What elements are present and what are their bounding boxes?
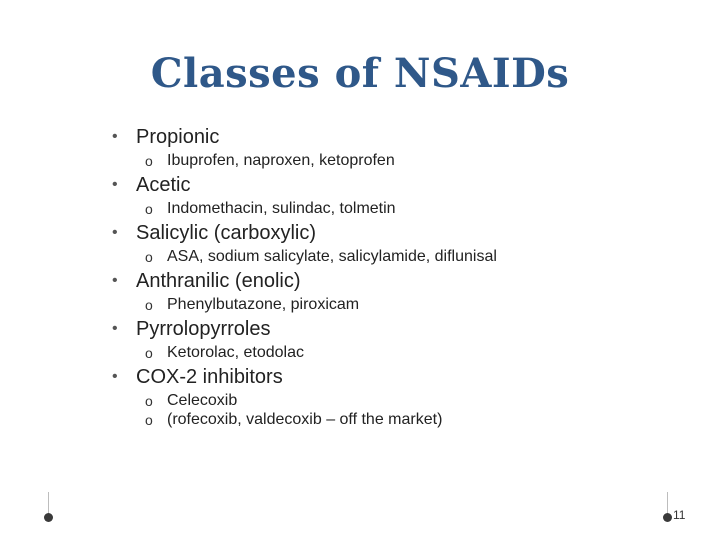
sub-bullet-icon: o (145, 392, 153, 409)
sub-bullet-item (112, 343, 692, 362)
bullet-icon: • (112, 271, 118, 289)
sub-bullet-icon: o (145, 248, 153, 265)
bullet-group (112, 362, 692, 429)
sub-bullet-label: Ibuprofen, naproxen, ketoprofen (167, 151, 395, 169)
bullet-icon: • (112, 367, 118, 385)
bullet-item (112, 362, 692, 391)
bullet-group (112, 266, 692, 314)
bullet-group (112, 122, 692, 170)
bullet-list (112, 122, 692, 429)
slide-title: Classes of NSAIDs (150, 50, 570, 97)
sub-bullet-label: ASA, sodium salicylate, salicylamide, diflunisal (167, 247, 497, 265)
bullet-group (112, 218, 692, 266)
sub-bullet-icon: o (145, 296, 153, 313)
sub-bullet-label: (rofecoxib, valdecoxib – off the market) (167, 410, 443, 428)
bullet-icon: • (112, 127, 118, 145)
sub-bullet-label: Celecoxib (167, 391, 238, 409)
left-footer-line (48, 492, 49, 514)
sub-bullet-icon: o (145, 344, 153, 361)
right-footer-line (667, 492, 668, 514)
left-footer-dot-icon (44, 513, 53, 522)
sub-bullet-icon: o (145, 200, 153, 217)
bullet-item (112, 266, 692, 295)
sub-bullet-item (112, 199, 692, 218)
sub-bullet-icon: o (145, 411, 153, 428)
sub-bullet-icon: o (145, 152, 153, 169)
bullet-item (112, 314, 692, 343)
sub-bullet-item (112, 391, 692, 410)
bullet-group (112, 314, 692, 362)
bullet-icon: • (112, 175, 118, 193)
bullet-label: Pyrrolopyrroles (136, 317, 271, 340)
bullet-icon: • (112, 319, 118, 337)
sub-bullet-item (112, 247, 692, 266)
sub-bullet-label: Ketorolac, etodolac (167, 343, 304, 361)
sub-bullet-item (112, 410, 692, 429)
bullet-item (112, 218, 692, 247)
bullet-label: Salicylic (carboxylic) (136, 221, 317, 244)
sub-bullet-label: Phenylbutazone, piroxicam (167, 295, 360, 313)
bullet-group (112, 170, 692, 218)
page-number: 11 (673, 508, 686, 522)
sub-bullet-item (112, 151, 692, 170)
bullet-label: Acetic (136, 173, 191, 196)
bullet-label: Anthranilic (enolic) (136, 269, 301, 292)
sub-bullet-item (112, 295, 692, 314)
bullet-label: COX-2 inhibitors (136, 365, 283, 388)
bullet-icon: • (112, 223, 118, 241)
bullet-item (112, 122, 692, 151)
bullet-item (112, 170, 692, 199)
right-footer-dot-icon (663, 513, 672, 522)
sub-bullet-label: Indomethacin, sulindac, tolmetin (167, 199, 396, 217)
bullet-label: Propionic (136, 125, 220, 148)
